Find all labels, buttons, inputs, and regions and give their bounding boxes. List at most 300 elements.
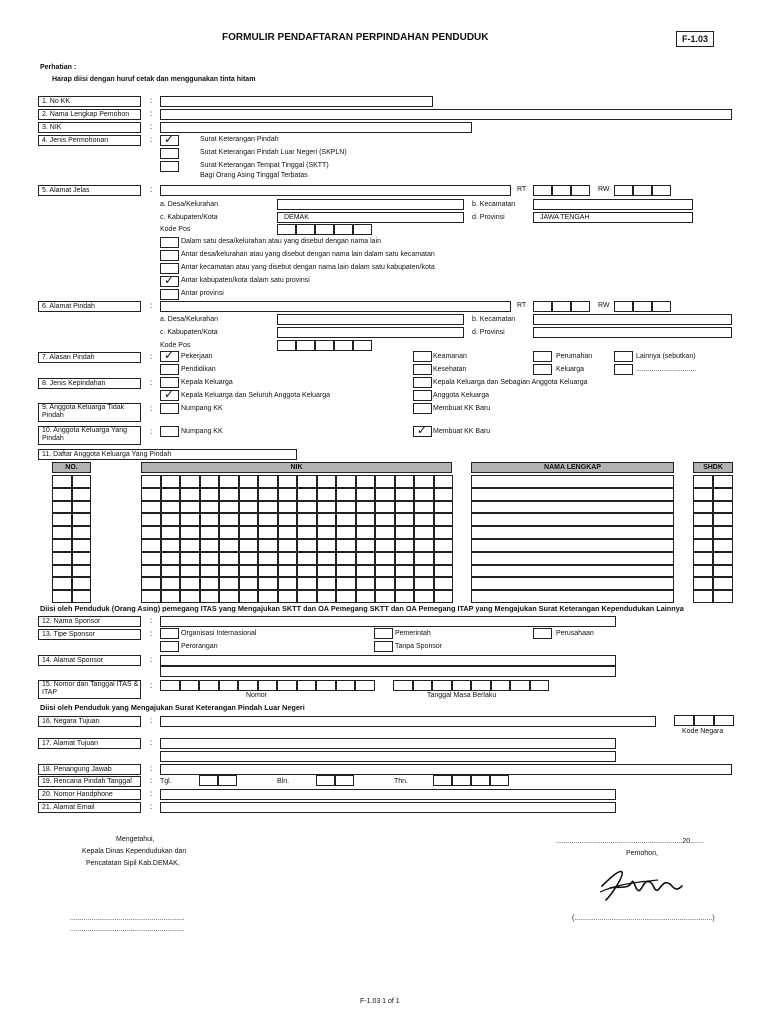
- table-row-nik-cell[interactable]: [375, 513, 395, 526]
- table-row-no-cell[interactable]: [72, 475, 91, 488]
- table-row-nik-cell[interactable]: [414, 526, 434, 539]
- table-row-nama-cell[interactable]: [471, 501, 674, 514]
- alasan-checkbox-pekerjaan[interactable]: [160, 348, 179, 362]
- table-row-nik-cell[interactable]: [239, 526, 259, 539]
- table-row-nik-cell[interactable]: [375, 488, 395, 501]
- alamat-jelas-input[interactable]: [160, 185, 511, 196]
- table-row-nik-cell[interactable]: [297, 501, 317, 514]
- table-row-no-cell[interactable]: [52, 475, 72, 488]
- table-row-nik-cell[interactable]: [180, 488, 200, 501]
- table-row-no-cell[interactable]: [52, 565, 72, 578]
- table-row-nik-cell[interactable]: [356, 590, 376, 603]
- table-row-shdk-cell[interactable]: [693, 513, 713, 526]
- digit-box[interactable]: [452, 775, 471, 786]
- table-row-shdk-cell[interactable]: [693, 577, 713, 590]
- table-row-nik-cell[interactable]: [141, 590, 161, 603]
- table-row-nama-cell[interactable]: [471, 565, 674, 578]
- table-row-shdk-cell[interactable]: [713, 475, 733, 488]
- table-row-nik-cell[interactable]: [278, 501, 298, 514]
- klasifikasi-checkbox-4[interactable]: [160, 273, 179, 287]
- digit-box[interactable]: [571, 301, 590, 312]
- table-row-shdk-cell[interactable]: [693, 526, 713, 539]
- table-row-nik-cell[interactable]: [219, 501, 239, 514]
- table-row-nik-cell[interactable]: [219, 488, 239, 501]
- digit-box[interactable]: [355, 680, 375, 691]
- digit-box[interactable]: [180, 680, 200, 691]
- table-row-nik-cell[interactable]: [161, 488, 181, 501]
- table-row-no-cell[interactable]: [72, 577, 91, 590]
- sponsor-checkbox-perorangan[interactable]: [160, 641, 179, 652]
- table-row-nik-cell[interactable]: [161, 513, 181, 526]
- table-row-no-cell[interactable]: [72, 488, 91, 501]
- table-row-nik-cell[interactable]: [180, 526, 200, 539]
- jenis-checkbox-skpln[interactable]: [160, 148, 179, 159]
- table-row-nik-cell[interactable]: [297, 565, 317, 578]
- table-row-nik-cell[interactable]: [161, 552, 181, 565]
- table-row-shdk-cell[interactable]: [713, 539, 733, 552]
- table-row-no-cell[interactable]: [52, 488, 72, 501]
- alasan-checkbox-keamanan[interactable]: [413, 351, 432, 362]
- klasifikasi-checkbox-2[interactable]: [160, 250, 179, 261]
- table-row-nik-cell[interactable]: [375, 590, 395, 603]
- klasifikasi-checkbox-1[interactable]: [160, 237, 179, 248]
- desa-pindah-input[interactable]: [277, 314, 464, 325]
- table-row-nik-cell[interactable]: [239, 590, 259, 603]
- table-row-nik-cell[interactable]: [180, 590, 200, 603]
- table-row-nama-cell[interactable]: [471, 513, 674, 526]
- table-row-nik-cell[interactable]: [317, 501, 337, 514]
- table-row-nama-cell[interactable]: [471, 539, 674, 552]
- table-row-nama-cell[interactable]: [471, 577, 674, 590]
- table-row-nik-cell[interactable]: [434, 513, 454, 526]
- digit-box[interactable]: [219, 680, 239, 691]
- table-row-nik-cell[interactable]: [336, 475, 356, 488]
- digit-box[interactable]: [652, 301, 671, 312]
- alasan-checkbox-perumahan[interactable]: [533, 351, 552, 362]
- table-row-nik-cell[interactable]: [434, 590, 454, 603]
- digit-box[interactable]: [490, 775, 509, 786]
- table-row-nik-cell[interactable]: [219, 475, 239, 488]
- table-row-no-cell[interactable]: [52, 526, 72, 539]
- table-row-nik-cell[interactable]: [278, 539, 298, 552]
- table-row-nik-cell[interactable]: [200, 577, 220, 590]
- table-row-nik-cell[interactable]: [317, 539, 337, 552]
- table-row-nik-cell[interactable]: [336, 526, 356, 539]
- table-row-shdk-cell[interactable]: [713, 577, 733, 590]
- table-row-nik-cell[interactable]: [434, 552, 454, 565]
- digit-box[interactable]: [315, 340, 334, 351]
- table-row-nik-cell[interactable]: [239, 513, 259, 526]
- digit-box[interactable]: [552, 301, 571, 312]
- table-row-nik-cell[interactable]: [434, 577, 454, 590]
- table-row-nik-cell[interactable]: [278, 577, 298, 590]
- table-row-nik-cell[interactable]: [375, 501, 395, 514]
- digit-box[interactable]: [199, 775, 218, 786]
- table-row-shdk-cell[interactable]: [713, 552, 733, 565]
- table-row-nik-cell[interactable]: [219, 565, 239, 578]
- table-row-nik-cell[interactable]: [375, 539, 395, 552]
- table-row-nik-cell[interactable]: [180, 501, 200, 514]
- table-row-nik-cell[interactable]: [239, 475, 259, 488]
- table-row-nik-cell[interactable]: [219, 513, 239, 526]
- table-row-nik-cell[interactable]: [317, 565, 337, 578]
- table-row-nik-cell[interactable]: [434, 501, 454, 514]
- table-row-nik-cell[interactable]: [297, 539, 317, 552]
- table-row-shdk-cell[interactable]: [713, 513, 733, 526]
- table-row-shdk-cell[interactable]: [713, 501, 733, 514]
- table-row-nik-cell[interactable]: [297, 513, 317, 526]
- table-row-shdk-cell[interactable]: [693, 539, 713, 552]
- table-row-shdk-cell[interactable]: [693, 552, 713, 565]
- table-row-nik-cell[interactable]: [239, 577, 259, 590]
- table-row-nik-cell[interactable]: [258, 501, 278, 514]
- alasan-checkbox-lainnya[interactable]: [614, 351, 633, 362]
- digit-box[interactable]: [452, 680, 472, 691]
- table-row-nik-cell[interactable]: [141, 475, 161, 488]
- yang-pindah-checkbox-numpang[interactable]: [160, 426, 179, 437]
- table-row-no-cell[interactable]: [72, 539, 91, 552]
- table-row-nik-cell[interactable]: [395, 577, 415, 590]
- nama-sponsor-input[interactable]: [160, 616, 616, 627]
- penanggung-input[interactable]: [160, 764, 732, 775]
- alamat-tujuan-input[interactable]: [160, 738, 616, 749]
- digit-box[interactable]: [297, 680, 317, 691]
- table-row-nik-cell[interactable]: [375, 565, 395, 578]
- table-row-shdk-cell[interactable]: [713, 590, 733, 603]
- table-row-no-cell[interactable]: [52, 590, 72, 603]
- table-row-nik-cell[interactable]: [200, 501, 220, 514]
- table-row-nik-cell[interactable]: [141, 526, 161, 539]
- sponsor-checkbox-pemerintah[interactable]: [374, 628, 393, 639]
- table-row-nik-cell[interactable]: [434, 526, 454, 539]
- table-row-nik-cell[interactable]: [414, 475, 434, 488]
- table-row-no-cell[interactable]: [72, 526, 91, 539]
- tidak-pindah-checkbox-baru[interactable]: [413, 403, 432, 414]
- table-row-no-cell[interactable]: [52, 577, 72, 590]
- table-row-nik-cell[interactable]: [434, 475, 454, 488]
- table-row-nik-cell[interactable]: [180, 565, 200, 578]
- table-row-shdk-cell[interactable]: [693, 501, 713, 514]
- table-row-nama-cell[interactable]: [471, 488, 674, 501]
- table-row-nik-cell[interactable]: [317, 590, 337, 603]
- digit-box[interactable]: [614, 185, 633, 196]
- digit-box[interactable]: [491, 680, 511, 691]
- table-row-nik-cell[interactable]: [161, 526, 181, 539]
- digit-box[interactable]: [633, 185, 652, 196]
- table-row-nik-cell[interactable]: [395, 488, 415, 501]
- table-row-nik-cell[interactable]: [356, 565, 376, 578]
- sponsor-checkbox-organisasi[interactable]: [160, 628, 179, 639]
- table-row-nik-cell[interactable]: [161, 590, 181, 603]
- table-row-nik-cell[interactable]: [297, 577, 317, 590]
- table-row-nik-cell[interactable]: [414, 501, 434, 514]
- digit-box[interactable]: [296, 224, 315, 235]
- table-row-nik-cell[interactable]: [356, 501, 376, 514]
- table-row-nik-cell[interactable]: [239, 501, 259, 514]
- table-row-nik-cell[interactable]: [141, 539, 161, 552]
- digit-box[interactable]: [633, 301, 652, 312]
- table-row-nik-cell[interactable]: [258, 526, 278, 539]
- digit-box[interactable]: [393, 680, 413, 691]
- table-row-nik-cell[interactable]: [375, 552, 395, 565]
- table-row-nik-cell[interactable]: [239, 552, 259, 565]
- digit-box[interactable]: [277, 340, 296, 351]
- digit-box[interactable]: [432, 680, 452, 691]
- table-row-nik-cell[interactable]: [414, 577, 434, 590]
- table-row-nik-cell[interactable]: [278, 513, 298, 526]
- table-row-nik-cell[interactable]: [297, 475, 317, 488]
- table-row-nik-cell[interactable]: [161, 475, 181, 488]
- table-row-shdk-cell[interactable]: [693, 590, 713, 603]
- table-row-nik-cell[interactable]: [375, 526, 395, 539]
- digit-box[interactable]: [714, 715, 734, 726]
- digit-box[interactable]: [533, 301, 552, 312]
- table-row-nik-cell[interactable]: [336, 513, 356, 526]
- table-row-nik-cell[interactable]: [375, 577, 395, 590]
- table-row-no-cell[interactable]: [72, 590, 91, 603]
- kecamatan-input[interactable]: [533, 199, 693, 210]
- jenis-checkbox-skp[interactable]: [160, 132, 179, 146]
- table-row-nik-cell[interactable]: [317, 552, 337, 565]
- digit-box[interactable]: [315, 224, 334, 235]
- table-row-nik-cell[interactable]: [200, 552, 220, 565]
- table-row-shdk-cell[interactable]: [713, 565, 733, 578]
- alasan-checkbox-lainnya-2[interactable]: [614, 364, 633, 375]
- digit-box[interactable]: [471, 775, 490, 786]
- digit-box[interactable]: [316, 680, 336, 691]
- table-row-nik-cell[interactable]: [317, 577, 337, 590]
- table-row-nik-cell[interactable]: [317, 488, 337, 501]
- alasan-checkbox-kesehatan[interactable]: [413, 364, 432, 375]
- table-row-nik-cell[interactable]: [239, 539, 259, 552]
- table-row-nik-cell[interactable]: [434, 539, 454, 552]
- digit-box[interactable]: [335, 775, 354, 786]
- table-row-nik-cell[interactable]: [395, 501, 415, 514]
- digit-box[interactable]: [277, 224, 296, 235]
- kepindahan-checkbox-kk-sebagian[interactable]: [413, 377, 432, 388]
- table-row-nik-cell[interactable]: [336, 501, 356, 514]
- table-row-nik-cell[interactable]: [317, 526, 337, 539]
- table-row-nik-cell[interactable]: [395, 539, 415, 552]
- table-row-nik-cell[interactable]: [219, 539, 239, 552]
- table-row-nik-cell[interactable]: [375, 475, 395, 488]
- table-row-shdk-cell[interactable]: [713, 488, 733, 501]
- alasan-checkbox-pendidikan[interactable]: [160, 364, 179, 375]
- table-row-nik-cell[interactable]: [278, 565, 298, 578]
- table-row-nik-cell[interactable]: [200, 526, 220, 539]
- table-row-no-cell[interactable]: [52, 552, 72, 565]
- alamat-sponsor-input[interactable]: [160, 655, 616, 666]
- table-row-nik-cell[interactable]: [278, 488, 298, 501]
- table-row-nama-cell[interactable]: [471, 590, 674, 603]
- table-row-nik-cell[interactable]: [414, 590, 434, 603]
- tidak-pindah-checkbox-numpang[interactable]: [160, 403, 179, 414]
- table-row-nik-cell[interactable]: [200, 513, 220, 526]
- table-row-nik-cell[interactable]: [141, 513, 161, 526]
- table-row-nik-cell[interactable]: [395, 590, 415, 603]
- table-row-nik-cell[interactable]: [336, 539, 356, 552]
- table-row-nik-cell[interactable]: [414, 539, 434, 552]
- table-row-no-cell[interactable]: [72, 565, 91, 578]
- table-row-nik-cell[interactable]: [200, 590, 220, 603]
- email-input[interactable]: [160, 802, 616, 813]
- desa-input[interactable]: [277, 199, 464, 210]
- digit-box[interactable]: [533, 185, 552, 196]
- kepindahan-checkbox-anggota[interactable]: [413, 390, 432, 401]
- table-row-nama-cell[interactable]: [471, 552, 674, 565]
- table-row-nik-cell[interactable]: [356, 526, 376, 539]
- digit-box[interactable]: [652, 185, 671, 196]
- table-row-nik-cell[interactable]: [219, 590, 239, 603]
- table-row-nik-cell[interactable]: [219, 526, 239, 539]
- digit-box[interactable]: [530, 680, 550, 691]
- table-row-nik-cell[interactable]: [356, 539, 376, 552]
- table-row-nik-cell[interactable]: [297, 488, 317, 501]
- table-row-nik-cell[interactable]: [317, 513, 337, 526]
- table-row-nik-cell[interactable]: [180, 577, 200, 590]
- table-row-nik-cell[interactable]: [336, 552, 356, 565]
- hp-input[interactable]: [160, 789, 616, 800]
- digit-box[interactable]: [258, 680, 278, 691]
- digit-box[interactable]: [336, 680, 356, 691]
- table-row-nik-cell[interactable]: [161, 577, 181, 590]
- table-row-no-cell[interactable]: [52, 539, 72, 552]
- digit-box[interactable]: [296, 340, 315, 351]
- table-row-nik-cell[interactable]: [161, 539, 181, 552]
- digit-box[interactable]: [199, 680, 219, 691]
- table-row-nik-cell[interactable]: [297, 590, 317, 603]
- digit-box[interactable]: [552, 185, 571, 196]
- table-row-nik-cell[interactable]: [200, 539, 220, 552]
- table-row-nik-cell[interactable]: [395, 475, 415, 488]
- sponsor-checkbox-perusahaan[interactable]: [533, 628, 552, 639]
- table-row-nik-cell[interactable]: [414, 552, 434, 565]
- table-row-nik-cell[interactable]: [161, 501, 181, 514]
- table-row-nik-cell[interactable]: [278, 475, 298, 488]
- table-row-nik-cell[interactable]: [180, 539, 200, 552]
- table-row-nik-cell[interactable]: [180, 513, 200, 526]
- digit-box[interactable]: [353, 340, 372, 351]
- table-row-nik-cell[interactable]: [297, 552, 317, 565]
- digit-box[interactable]: [471, 680, 491, 691]
- table-row-no-cell[interactable]: [72, 552, 91, 565]
- table-row-nik-cell[interactable]: [336, 565, 356, 578]
- table-row-nik-cell[interactable]: [317, 475, 337, 488]
- table-row-nik-cell[interactable]: [141, 577, 161, 590]
- table-row-nik-cell[interactable]: [180, 475, 200, 488]
- alamat-sponsor-input-2[interactable]: [160, 666, 616, 677]
- digit-box[interactable]: [334, 340, 353, 351]
- table-row-nik-cell[interactable]: [219, 577, 239, 590]
- digit-box[interactable]: [614, 301, 633, 312]
- table-row-nik-cell[interactable]: [278, 590, 298, 603]
- table-row-shdk-cell[interactable]: [693, 475, 713, 488]
- table-row-nik-cell[interactable]: [200, 488, 220, 501]
- jenis-checkbox-sktt[interactable]: [160, 161, 179, 172]
- table-row-nik-cell[interactable]: [356, 577, 376, 590]
- digit-box[interactable]: [674, 715, 694, 726]
- digit-box[interactable]: [238, 680, 258, 691]
- provinsi-input[interactable]: [533, 212, 693, 223]
- table-row-nik-cell[interactable]: [395, 565, 415, 578]
- table-row-nik-cell[interactable]: [200, 565, 220, 578]
- table-row-nik-cell[interactable]: [434, 488, 454, 501]
- table-row-nik-cell[interactable]: [297, 526, 317, 539]
- table-row-nama-cell[interactable]: [471, 475, 674, 488]
- digit-box[interactable]: [571, 185, 590, 196]
- table-row-no-cell[interactable]: [52, 501, 72, 514]
- table-row-nik-cell[interactable]: [336, 590, 356, 603]
- digit-box[interactable]: [160, 680, 180, 691]
- table-row-nik-cell[interactable]: [141, 552, 161, 565]
- table-row-no-cell[interactable]: [72, 501, 91, 514]
- table-row-nik-cell[interactable]: [258, 552, 278, 565]
- digit-box[interactable]: [353, 224, 372, 235]
- table-row-nik-cell[interactable]: [414, 513, 434, 526]
- kabupaten-input[interactable]: [277, 212, 464, 223]
- table-row-nik-cell[interactable]: [258, 513, 278, 526]
- digit-box[interactable]: [433, 775, 452, 786]
- table-row-nik-cell[interactable]: [336, 488, 356, 501]
- table-row-shdk-cell[interactable]: [713, 526, 733, 539]
- table-row-shdk-cell[interactable]: [693, 488, 713, 501]
- table-row-nik-cell[interactable]: [414, 488, 434, 501]
- table-row-no-cell[interactable]: [72, 513, 91, 526]
- table-row-no-cell[interactable]: [52, 513, 72, 526]
- table-row-nik-cell[interactable]: [258, 565, 278, 578]
- table-row-nik-cell[interactable]: [239, 565, 259, 578]
- nik-input[interactable]: [160, 122, 472, 133]
- alamat-pindah-input[interactable]: [160, 301, 511, 312]
- sponsor-checkbox-tanpa[interactable]: [374, 641, 393, 652]
- table-row-nik-cell[interactable]: [278, 526, 298, 539]
- table-row-nik-cell[interactable]: [356, 488, 376, 501]
- table-row-nik-cell[interactable]: [258, 488, 278, 501]
- digit-box[interactable]: [316, 775, 335, 786]
- table-row-nik-cell[interactable]: [356, 475, 376, 488]
- table-row-nik-cell[interactable]: [356, 552, 376, 565]
- table-row-nik-cell[interactable]: [414, 565, 434, 578]
- table-row-nik-cell[interactable]: [239, 488, 259, 501]
- table-row-nik-cell[interactable]: [258, 590, 278, 603]
- table-row-nik-cell[interactable]: [434, 565, 454, 578]
- table-row-nik-cell[interactable]: [141, 501, 161, 514]
- digit-box[interactable]: [334, 224, 353, 235]
- table-row-nik-cell[interactable]: [258, 577, 278, 590]
- table-row-shdk-cell[interactable]: [693, 565, 713, 578]
- table-row-nama-cell[interactable]: [471, 526, 674, 539]
- no-kk-input[interactable]: [160, 96, 433, 107]
- nama-input[interactable]: [160, 109, 732, 120]
- digit-box[interactable]: [218, 775, 237, 786]
- table-row-nik-cell[interactable]: [141, 488, 161, 501]
- table-row-nik-cell[interactable]: [219, 552, 239, 565]
- digit-box[interactable]: [510, 680, 530, 691]
- table-row-nik-cell[interactable]: [161, 565, 181, 578]
- table-row-nik-cell[interactable]: [141, 565, 161, 578]
- kepindahan-checkbox-kk-seluruh[interactable]: [160, 387, 179, 401]
- table-row-nik-cell[interactable]: [356, 513, 376, 526]
- table-row-nik-cell[interactable]: [258, 475, 278, 488]
- table-row-nik-cell[interactable]: [258, 539, 278, 552]
- kabupaten-pindah-input[interactable]: [277, 327, 464, 338]
- table-row-nik-cell[interactable]: [395, 526, 415, 539]
- provinsi-pindah-input[interactable]: [533, 327, 732, 338]
- klasifikasi-checkbox-5[interactable]: [160, 289, 179, 300]
- table-row-nik-cell[interactable]: [395, 513, 415, 526]
- table-row-nik-cell[interactable]: [200, 475, 220, 488]
- digit-box[interactable]: [413, 680, 433, 691]
